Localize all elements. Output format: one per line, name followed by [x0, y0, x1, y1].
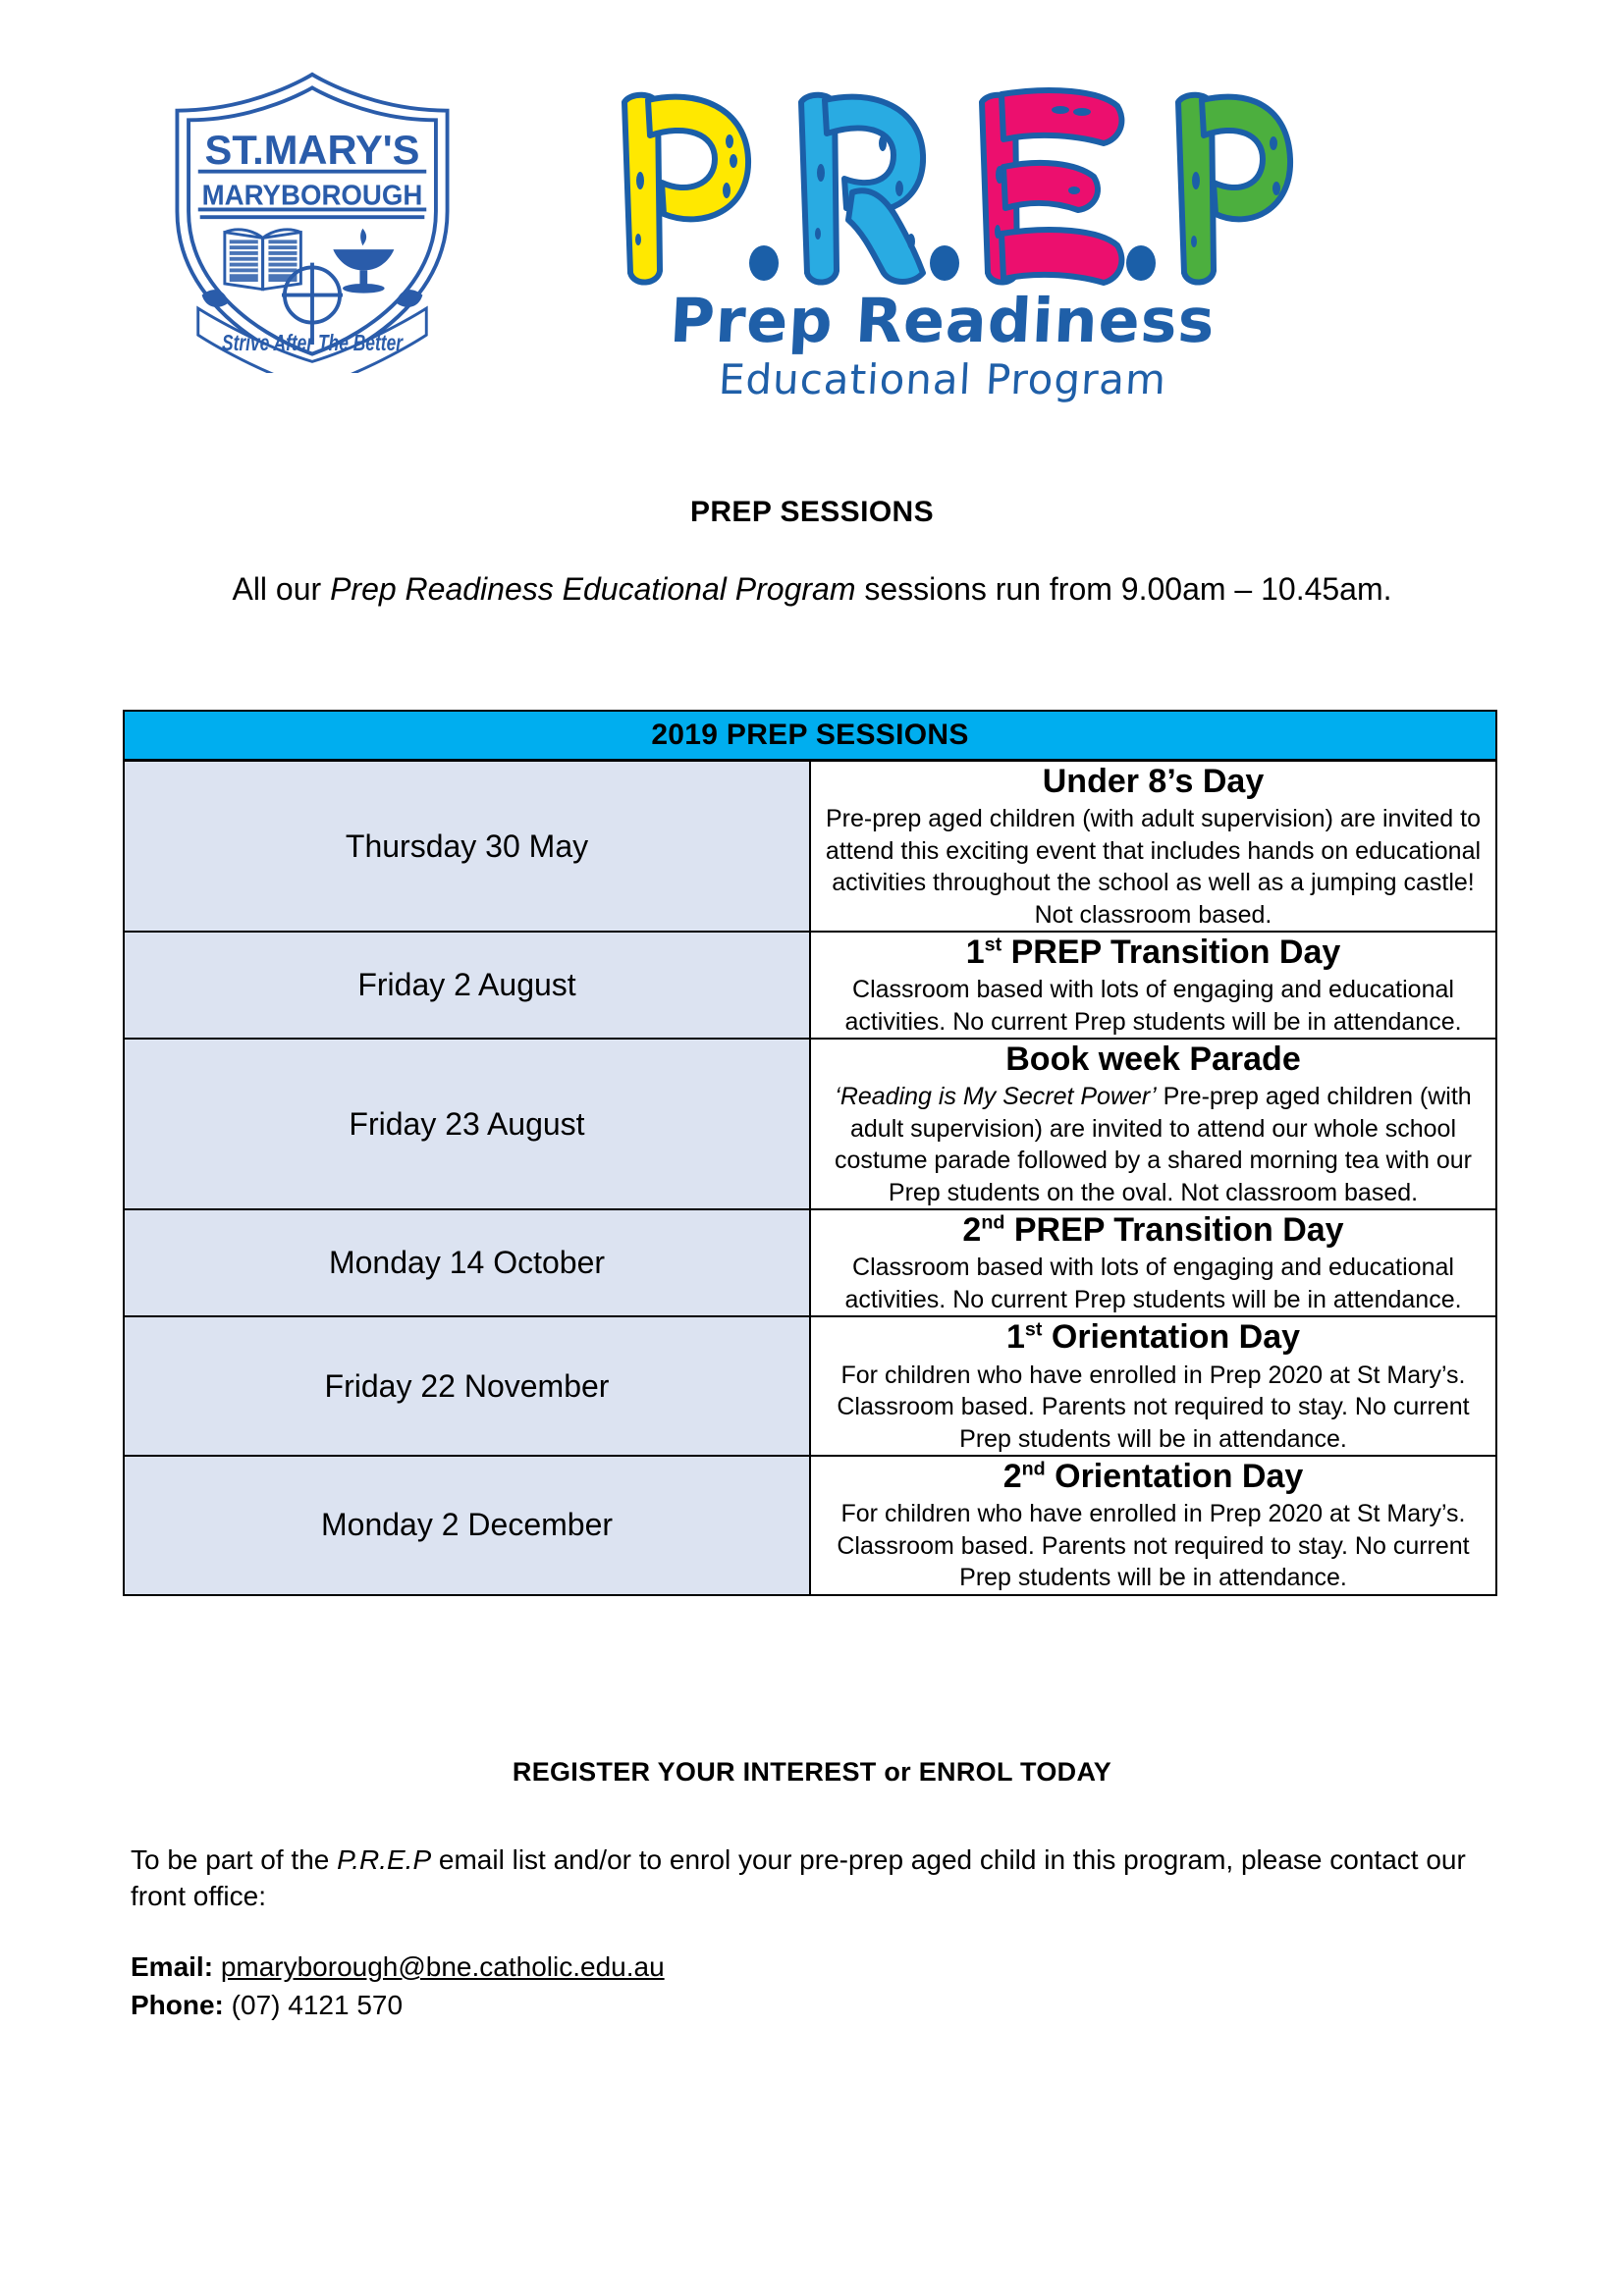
session-title-rest: Orientation Day: [1042, 1318, 1301, 1357]
session-title: [811, 1457, 1495, 1496]
session-body: For children who have enrolled in Prep 2020 at St Mary’s. Classroom based. Parents not required to stay. No current Prep students will be in attendance.: [837, 1361, 1470, 1453]
table-header-title: 2019 PREP SESSIONS: [124, 711, 1496, 761]
table-row: [124, 1456, 1496, 1595]
session-title-main: 2: [962, 1211, 982, 1250]
register-heading: REGISTER YOUR INTEREST or ENROL TODAY: [512, 1757, 1112, 1787]
session-description: [810, 761, 1496, 933]
session-description: [810, 1209, 1496, 1316]
session-body-quote: ‘Reading is My Secret Power’: [835, 1083, 1157, 1111]
prep-tagline-line2: Educational Program: [717, 355, 1168, 403]
email-address-link[interactable]: pmaryborough@bne.catholic.edu.au: [220, 1951, 665, 1982]
session-date: Friday 23 August: [124, 1039, 810, 1209]
letter-e-pink: [982, 90, 1121, 283]
contact-details: [131, 1949, 1112, 2024]
table-header-row: [124, 711, 1496, 761]
session-date: Monday 2 December: [124, 1456, 810, 1595]
dot-1: [749, 245, 779, 281]
session-body-rest: Pre-prep aged children (with adult supervision) are invited to attend our whole school costume parade followed by a shared morning tea with our Prep students on the oval. Not classroom based.: [835, 1083, 1472, 1206]
table-row: [124, 761, 1496, 933]
crest-line1: ST.MARY'S: [204, 126, 420, 173]
session-body: For children who have enrolled in Prep 2020 at St Mary’s. Classroom based. Parents not required to stay. No current Prep students will be in attendance.: [837, 1500, 1470, 1592]
intro-italic: Prep Readiness Educational Program: [330, 571, 856, 607]
session-title: [811, 1317, 1495, 1357]
session-title-main: 1: [965, 934, 985, 972]
session-body: [811, 1081, 1495, 1208]
session-title-ordinal: st: [984, 934, 1002, 956]
table-row: [124, 1316, 1496, 1456]
dot-3: [1126, 245, 1156, 281]
session-title-ordinal: nd: [981, 1212, 1005, 1234]
prep-tagline-line1: Prep Readiness: [668, 285, 1218, 356]
session-title-main: 2: [1002, 1458, 1022, 1496]
prep-letters-graphic: [589, 65, 1296, 305]
session-date: Monday 14 October: [124, 1209, 810, 1316]
contact-italic-prep: P.R.E.P: [337, 1844, 432, 1875]
phone-row: [131, 1987, 1112, 2025]
crest-motto: Strive After The Better: [221, 329, 405, 355]
contact-prefix: To be part of the: [131, 1844, 338, 1875]
prep-program-logo: [589, 57, 1296, 469]
session-date: Friday 22 November: [124, 1316, 810, 1456]
session-title-rest: PREP Transition Day: [1001, 934, 1341, 972]
motto-sail-left: [202, 290, 229, 307]
session-title-rest: PREP Transition Day: [1004, 1211, 1344, 1250]
email-row: [131, 1949, 1112, 1987]
letter-r-blue: [801, 95, 923, 283]
prep-sessions-heading: PREP SESSIONS: [689, 496, 935, 528]
contact-paragraph: [131, 1842, 1495, 1914]
session-body: Classroom based with lots of engaging and educational activities. No current Prep students will be in attendance.: [844, 1254, 1462, 1313]
email-label: Email:: [131, 1951, 214, 1982]
motto-sail-right: [396, 290, 422, 307]
chalice-icon: [333, 229, 394, 294]
session-date: Friday 2 August: [124, 932, 810, 1039]
session-title-main: Book week Parade: [1005, 1041, 1301, 1079]
contact-suffix: email list and/or to enrol your pre-prep aged child in this program, please contact our front office:: [131, 1844, 1466, 1912]
session-description: [810, 1316, 1496, 1456]
session-title-main: Under 8’s Day: [1042, 763, 1265, 800]
table-row: [124, 1039, 1496, 1209]
session-body: Classroom based with lots of engaging and educational activities. No current Prep students will be in attendance.: [844, 976, 1462, 1036]
session-description: [810, 1456, 1496, 1595]
phone-label: Phone:: [131, 1989, 224, 2020]
intro-prefix: All our: [232, 571, 331, 607]
session-body: Pre-prep aged children (with adult supervision) are invited to attend this exciting event that includes hands on educational activities throughout the school as well as a jumping castle! Not classroom based.: [825, 805, 1482, 929]
session-date: Thursday 30 May: [124, 761, 810, 933]
crest-line2: MARYBOROUGH: [201, 180, 423, 212]
intro-suffix: sessions run from 9.00am – 10.45am.: [855, 571, 1392, 607]
session-title-ordinal: nd: [1021, 1458, 1046, 1480]
prep-sessions-table: [123, 710, 1497, 1596]
table-row: [124, 1209, 1496, 1316]
session-title-ordinal: st: [1024, 1319, 1043, 1342]
session-title: [811, 1210, 1495, 1250]
session-description: [810, 1039, 1496, 1209]
session-title-rest: Orientation Day: [1045, 1458, 1304, 1496]
dot-2: [930, 245, 959, 281]
phone-number: (07) 4121 570: [231, 1989, 404, 2020]
session-title: [811, 762, 1495, 801]
school-crest-logo: [165, 69, 460, 373]
session-description: [810, 932, 1496, 1039]
prep-sessions-subheading: [223, 569, 1401, 610]
document-header: [0, 57, 1624, 469]
table-row: [124, 932, 1496, 1039]
session-title: [811, 933, 1495, 972]
session-title: [811, 1040, 1495, 1079]
session-title-main: 1: [1005, 1318, 1025, 1357]
